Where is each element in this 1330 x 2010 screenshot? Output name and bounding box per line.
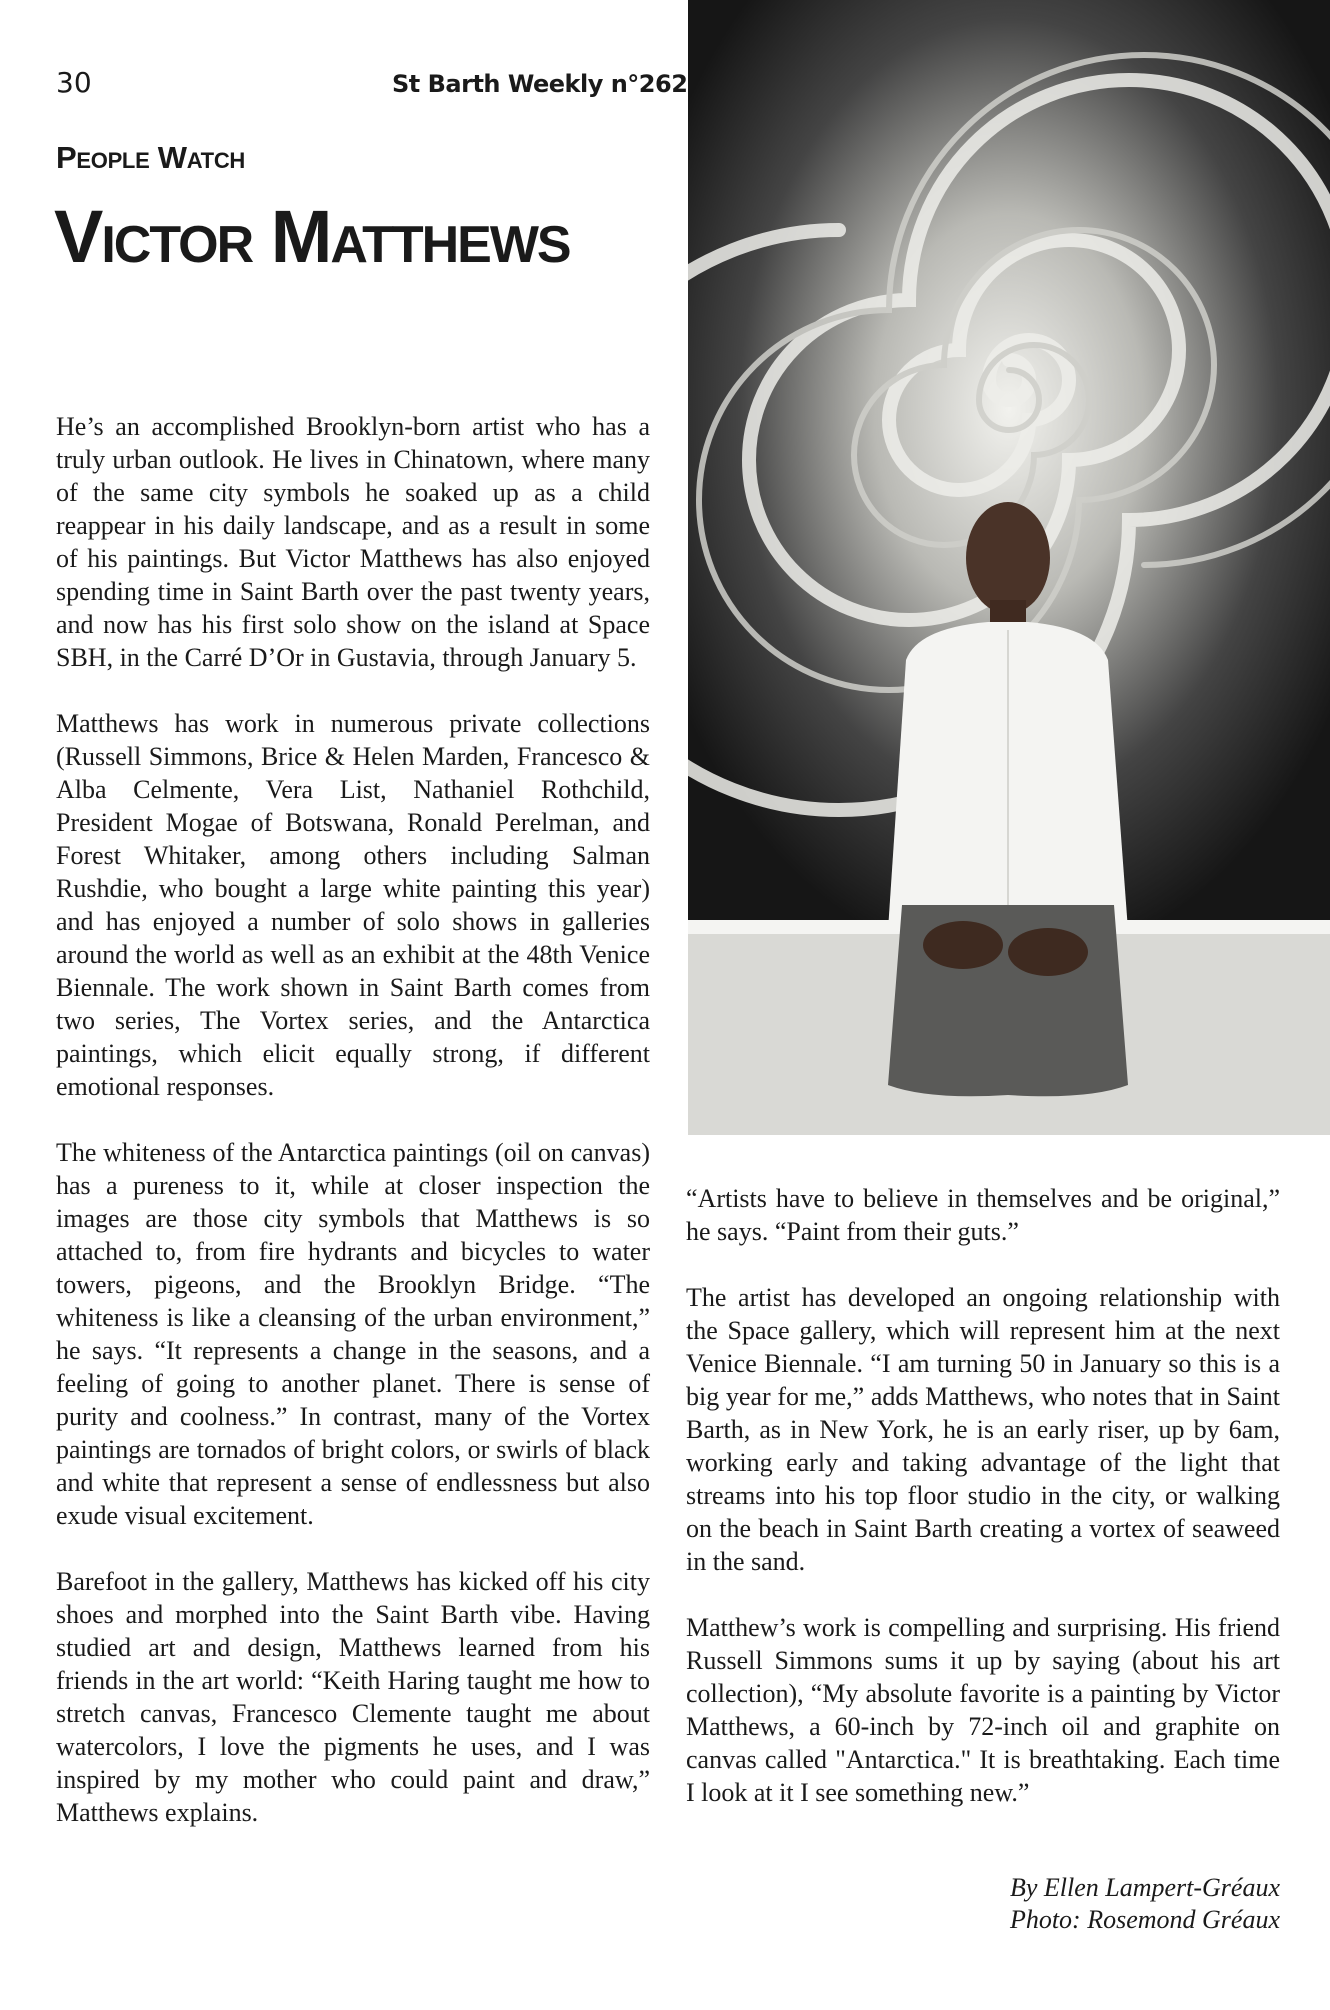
right-column (686, 1182, 1280, 1842)
photo-credit: Photo: Rosemond Gréaux (1009, 1905, 1280, 1934)
artist-hand-right (1008, 928, 1088, 976)
headline: Victor Matthews (54, 195, 570, 278)
artist-hand-left (923, 921, 1003, 969)
artist-portrait-photo-icon (688, 0, 1330, 1135)
paragraph: He’s an accomplished Brooklyn-born artist who has a truly urban outlook. He lives in Chinatown, where many of the same city symbols he soaked up as a child reappear in his daily landscape, and as a result in some of his paintings. But Victor Matthews has also enjoyed spending time in Saint Barth over the past twenty years, and now has his first solo show on the island at Space SBH, in the Carré D’Or in Gustavia, through January 5. (56, 412, 650, 672)
paragraph: Matthews has work in numerous private collections (Russell Simmons, Brice & Helen Marden, Francesco & Alba Celmente, Vera List, Nathaniel Rothchild, President Mogae of Botswana, Ronald Perelman, and Forest Whitaker, among others including Salman Rushdie, who bought a large white painting this year) and has enjoyed a number of solo shows in galleries around the world as well as an exhibit at the 48th Venice Biennale. The work shown in Saint Barth comes from two series, The Vortex series, and the Antarctica paintings, which elicit equally strong, if different emotional responses. (56, 709, 650, 1101)
paragraph: Barefoot in the gallery, Matthews has kicked off his city shoes and morphed into the Saint Barth vibe. Having studied art and design, Matthews learned from his friends in the art world: “Keith Haring taught me how to stretch canvas, Francesco Clemente taught me about watercolors, I love the pigments he uses, and I was inspired by my mother who could paint and draw,” Matthews explains. (56, 1567, 650, 1827)
paragraph: Matthew’s work is compelling and surprising. His friend Russell Simmons sums it up by saying (about his art collection), “My absolute favorite is a painting by Victor Matthews, a 60-inch by 72-inch oil and graphite on canvas called "Antarctica." It is breathtaking. Each time I look at it I see something new.” (686, 1613, 1280, 1807)
artist-head (966, 502, 1050, 614)
credits (686, 1872, 1280, 1936)
paragraph: “Artists have to believe in themselves and be original,” he says. “Paint from their guts.” (686, 1184, 1280, 1246)
publication-title: St Barth Weekly n°262 (392, 70, 688, 98)
page-number: 30 (56, 66, 92, 99)
section-label: People Watch (56, 140, 245, 175)
author-credit: By Ellen Lampert-Gréaux (1009, 1873, 1280, 1902)
paragraph: The artist has developed an ongoing relationship with the Space gallery, which will represent him at the next Venice Biennale. “I am turning 50 in January so this is a big year for me,” adds Matthews, who notes that in Saint Barth, as in New York, he is an early riser, up by 6am, working early and taking advantage of the light that streams into his top floor studio in the city, or walking on the beach in Saint Barth creating a vortex of seaweed in the sand. (686, 1283, 1280, 1576)
left-column (56, 410, 650, 1862)
artist-trousers (888, 905, 1128, 1096)
artist-photo (688, 0, 1330, 1135)
paragraph: The whiteness of the Antarctica paintings (oil on canvas) has a pureness to it, while at closer inspection the images are those city symbols that Matthews is so attached to, from fire hydrants and bicycles to water towers, pigeons, and the Brooklyn Bridge. “The whiteness is like a cleansing of the urban environment,” he says. “It represents a change in the seasons, and a feeling of going to another planet. There is sense of purity and coolness.” In contrast, many of the Vortex paintings are tornados of bright colors, or swirls of black and white that represent a sense of endlessness but also exude visual excitement. (56, 1138, 650, 1530)
